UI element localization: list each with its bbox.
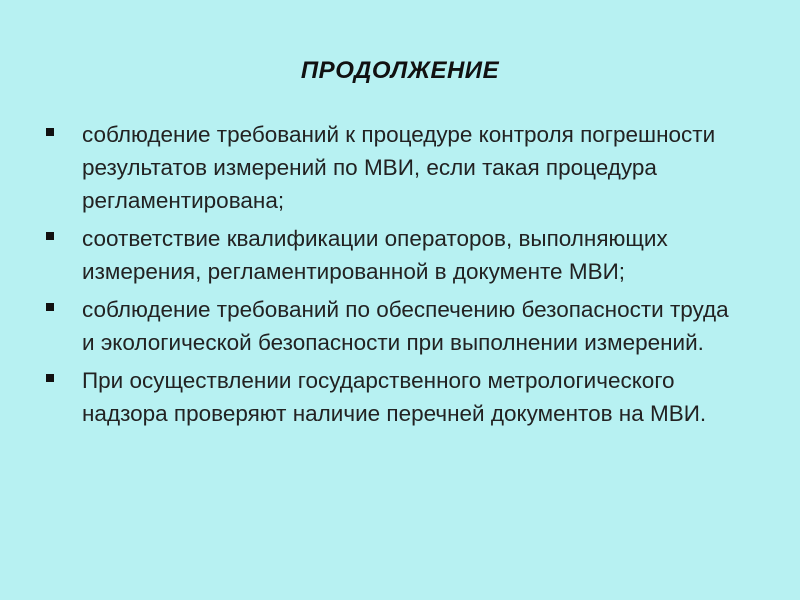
bullet-item bbox=[46, 293, 746, 359]
bullet-square-icon bbox=[46, 303, 54, 311]
slide-title: ПРОДОЛЖЕНИЕ bbox=[300, 57, 500, 84]
bullet-item bbox=[46, 364, 746, 430]
bullet-item bbox=[46, 222, 746, 288]
bullet-list bbox=[46, 118, 746, 435]
bullet-text: соблюдение требований к процедуре контроля погрешности результатов измерений по МВИ, если такая процедура регламентирована; bbox=[82, 122, 716, 213]
bullet-square-icon bbox=[46, 128, 54, 136]
bullet-square-icon bbox=[46, 374, 54, 382]
bullet-text: соблюдение требований по обеспечению безопасности труда и экологической безопасности при выполнении измерений. bbox=[82, 297, 729, 355]
bullet-text: При осуществлении государственного метрологического надзора проверяют наличие перечней документов на МВИ. bbox=[82, 368, 707, 426]
bullet-text: соответствие квалификации операторов, выполняющих измерения, регламентированной в документе МВИ; bbox=[82, 226, 668, 284]
bullet-item bbox=[46, 118, 746, 217]
bullet-square-icon bbox=[46, 232, 54, 240]
